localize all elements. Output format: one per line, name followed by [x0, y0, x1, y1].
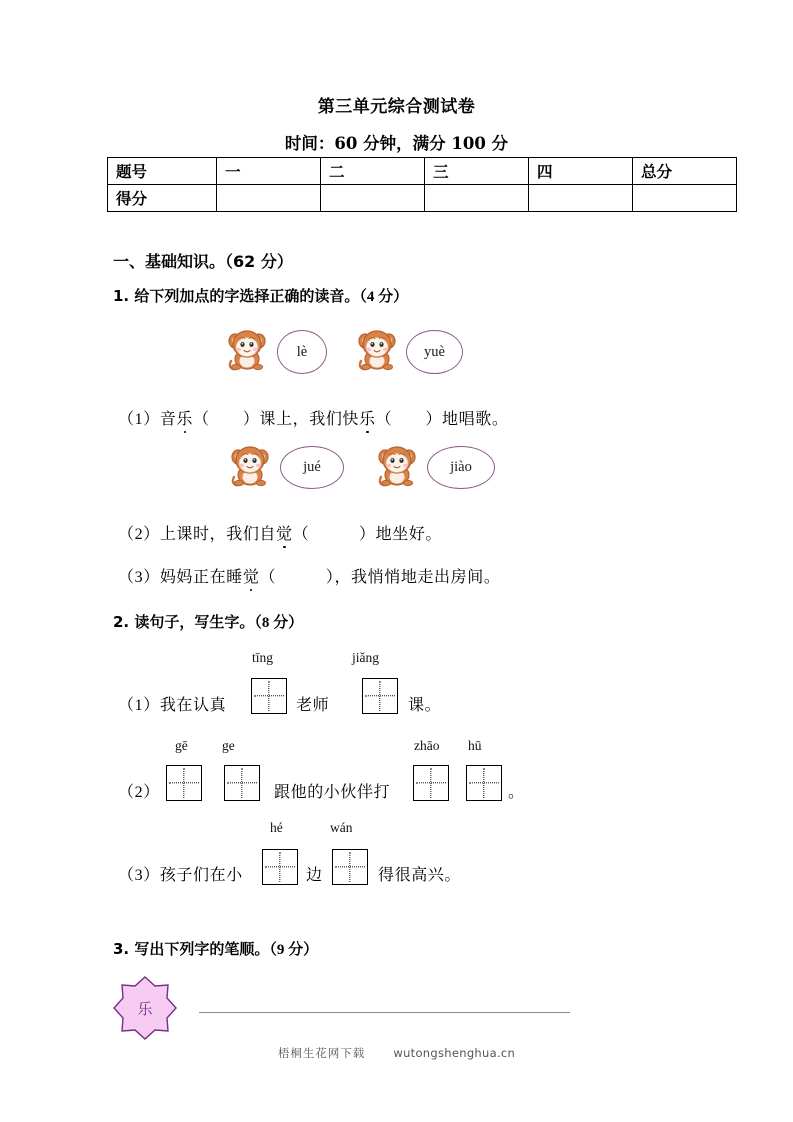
- score-table: [107, 157, 737, 212]
- question-2-row-1-lead: （1）我在认真: [118, 697, 227, 714]
- footer-url: wutongshenghua.cn: [393, 1046, 516, 1060]
- dotted-character: 乐: [359, 406, 376, 429]
- writing-grid-box[interactable]: [166, 765, 202, 801]
- score-entry-cell[interactable]: [217, 185, 321, 212]
- question-1-sentence-1: [118, 406, 508, 429]
- pinyin-label: gē: [175, 738, 188, 753]
- question-2-heading: [113, 611, 303, 632]
- question-2-row-2-mid: 跟他的小伙伴打: [274, 784, 391, 801]
- question-2-row-3-tail: 得很高兴。: [378, 867, 462, 884]
- score-table-cell: 四: [529, 158, 633, 185]
- page-subtitle: 时间：60 分钟，满分 100 分: [284, 134, 509, 153]
- score-entry-cell[interactable]: [633, 185, 737, 212]
- footer-site-name: 梧桐生花网下载: [277, 1046, 366, 1060]
- dotted-character: 觉: [276, 521, 293, 544]
- question-2-title: 2. 读句子，写生字。: [113, 613, 255, 631]
- pinyin-option-bubble[interactable]: jué: [280, 446, 344, 489]
- writing-grid-box[interactable]: [251, 678, 287, 714]
- stroke-order-character: 乐: [137, 999, 153, 1018]
- pinyin-label: hé: [270, 820, 283, 835]
- table-row: [108, 158, 737, 185]
- monkey-icon: [228, 443, 274, 487]
- stroke-order-answer-line[interactable]: [199, 1012, 570, 1013]
- pinyin-label: jiǎng: [352, 650, 379, 665]
- question-2-row-1-mid: 老师: [296, 697, 330, 714]
- writing-grid-box[interactable]: [332, 849, 368, 885]
- pinyin-label: zhāo: [414, 738, 440, 753]
- pinyin-option-bubble[interactable]: jiào: [427, 446, 495, 489]
- dotted-character: 觉: [243, 564, 260, 587]
- score-table-row-label: 题号: [108, 158, 217, 185]
- question-1-points: （4 分）: [359, 289, 409, 305]
- pinyin-label: wán: [330, 820, 353, 835]
- pinyin-option-bubble[interactable]: lè: [277, 330, 327, 374]
- monkey-icon: [225, 327, 271, 371]
- question-1-sentence-2: （2）上课时，我们自觉（ ）地坐好。: [118, 521, 442, 544]
- monkey-icon: [355, 327, 401, 371]
- question-3-title: 3. 写出下列字的笔顺。: [113, 940, 270, 958]
- pinyin-label: ge: [222, 738, 235, 753]
- question-2-row-2-tail: 。: [508, 784, 525, 801]
- pinyin-label: hū: [468, 738, 482, 753]
- question-3-heading: [113, 938, 318, 959]
- footer: [0, 1045, 793, 1061]
- question-1-title: 1. 给下列加点的字选择正确的读音。: [113, 287, 360, 305]
- writing-grid-box[interactable]: [413, 765, 449, 801]
- section-heading-basics: 一、基础知识。（62 分）: [113, 252, 293, 271]
- score-table-row-label: 得分: [108, 185, 217, 212]
- writing-grid-box[interactable]: [262, 849, 298, 885]
- score-entry-cell[interactable]: [425, 185, 529, 212]
- table-row: [108, 185, 737, 212]
- question-1-heading: [113, 285, 408, 306]
- score-table-cell: 二: [321, 158, 425, 185]
- question-1-sentence-3: （3）妈妈正在睡觉（ ），我悄悄地走出房间。: [118, 564, 500, 587]
- question-2-row-2-num: （2）: [118, 784, 160, 801]
- question-2-row-1-tail: 课。: [408, 697, 442, 714]
- score-table-cell: 三: [425, 158, 529, 185]
- star-badge: [112, 975, 178, 1041]
- dotted-character: 乐: [176, 406, 193, 429]
- writing-grid-box[interactable]: [466, 765, 502, 801]
- page-title: 第三单元综合测试卷: [317, 97, 476, 117]
- score-table-cell: 总分: [633, 158, 737, 185]
- question-2-points: （8 分）: [254, 615, 304, 631]
- score-entry-cell[interactable]: [321, 185, 425, 212]
- question-3-points: （9 分）: [269, 942, 319, 958]
- pinyin-label: tīng: [252, 650, 274, 665]
- pinyin-option-bubble[interactable]: yuè: [406, 330, 463, 374]
- writing-grid-box[interactable]: [362, 678, 398, 714]
- score-entry-cell[interactable]: [529, 185, 633, 212]
- score-table-cell: 一: [217, 158, 321, 185]
- question-2-row-3-mid: 边: [306, 867, 323, 884]
- sentence-text: （1）音乐（ ）课上，我们快乐（ ）地唱歌。: [118, 411, 508, 428]
- question-2-row-3-lead: （3）孩子们在小: [118, 867, 243, 884]
- writing-grid-box[interactable]: [224, 765, 260, 801]
- monkey-icon: [375, 443, 421, 487]
